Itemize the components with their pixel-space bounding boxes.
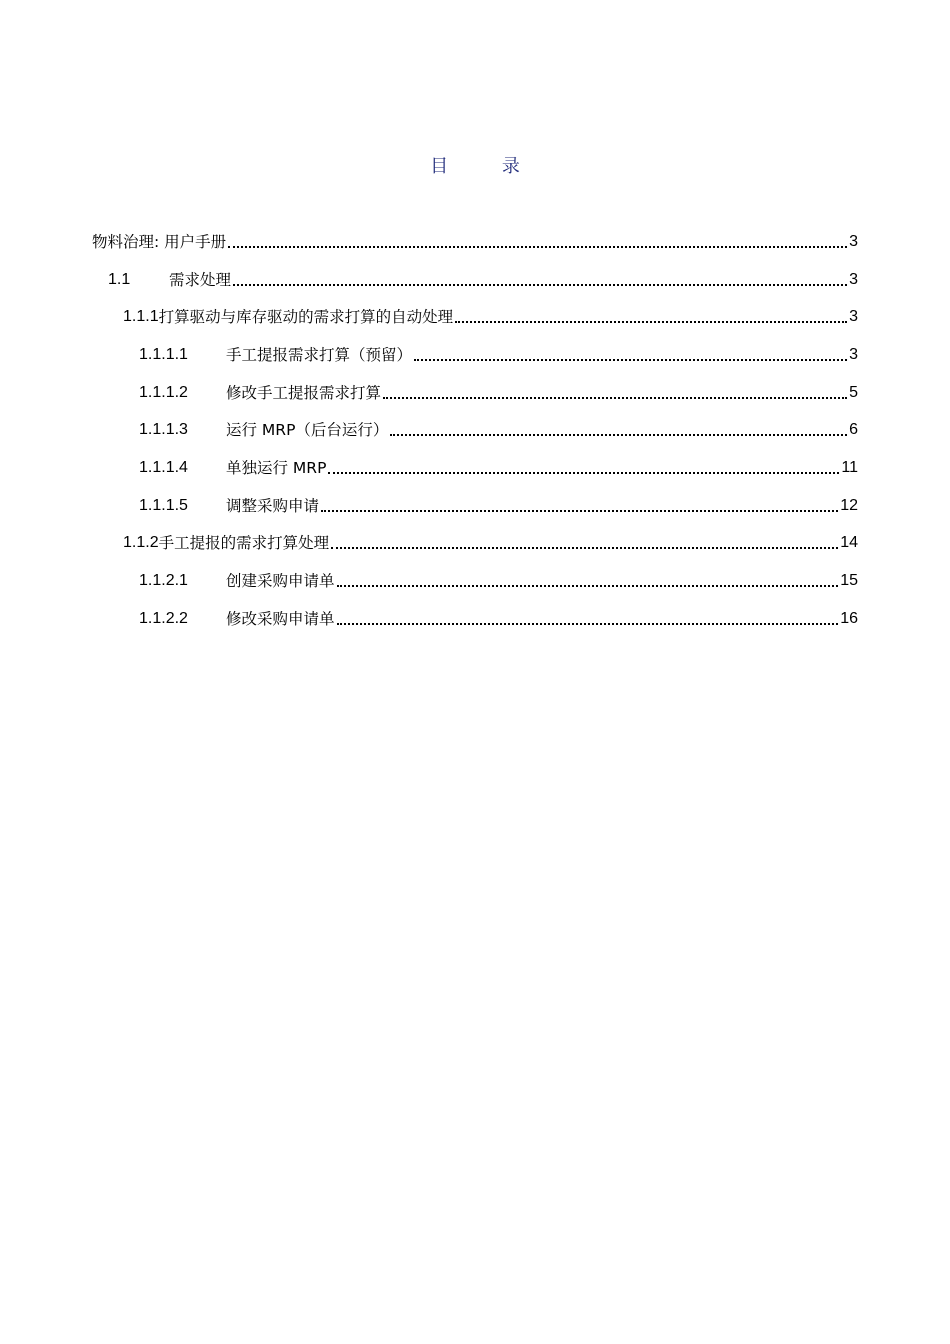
toc-entry-number: 1.1.1 [123, 308, 159, 325]
toc-entry[interactable] [139, 605, 858, 629]
toc-entry-page: 3 [849, 308, 858, 325]
toc-entry[interactable] [139, 567, 858, 591]
toc-title [0, 152, 950, 178]
toc-entry-number: 1.1.1.5 [139, 497, 188, 514]
toc-dot-leader [326, 458, 841, 478]
toc-entry[interactable] [92, 228, 858, 252]
toc-entry-title: 打算驱动与库存驱动的需求打算的自动处理 [158, 308, 454, 326]
toc-dot-leader [329, 533, 840, 553]
toc-entry-page: 3 [849, 233, 858, 250]
toc-entry-title: 需求处理 [169, 271, 232, 289]
toc-entry-page: 6 [849, 421, 858, 438]
toc-entry[interactable] [139, 492, 858, 516]
toc-entry[interactable] [123, 529, 858, 553]
toc-entry-number: 1.1.1.3 [139, 421, 188, 438]
toc-entry-title: 修改采购申请单 [226, 610, 335, 628]
toc-entry-number: 1.1.2.2 [139, 610, 188, 627]
toc-dot-leader [412, 345, 849, 365]
toc-entry-title: 创建采购申请单 [226, 572, 335, 590]
toc-entry[interactable] [139, 379, 858, 403]
toc-entry-page: 15 [840, 572, 858, 589]
toc-entry-title: 手工提报的需求打算处理 [158, 534, 330, 552]
toc-entry-page: 16 [840, 610, 858, 627]
toc-entry-page: 11 [841, 459, 858, 476]
toc-entry-title: 单独运行 MRP [226, 459, 327, 477]
toc-dot-leader [388, 420, 849, 440]
toc-entry-title: 调整采购申请 [226, 497, 320, 515]
toc-dot-leader [231, 270, 849, 290]
toc-dot-leader [226, 232, 849, 252]
toc-dot-leader [453, 307, 849, 327]
toc-entry-number: 1.1.1.1 [139, 346, 188, 363]
toc-entry[interactable] [139, 454, 858, 478]
toc-entry-title: 运行 MRP（后台运行） [226, 421, 389, 439]
toc-title-text: 目 录 [430, 156, 544, 177]
toc-entry-page: 3 [849, 271, 858, 288]
toc-entry[interactable] [108, 266, 858, 290]
toc-entry[interactable] [139, 416, 858, 440]
toc-entry[interactable] [123, 303, 858, 327]
toc-entry-page: 3 [849, 346, 858, 363]
toc-dot-leader [335, 571, 841, 591]
toc-entry-number: 1.1.1.2 [139, 384, 188, 401]
toc-entry-title: 手工提报需求打算（预留） [226, 346, 413, 364]
toc-entry-number: 1.1.1.4 [139, 459, 188, 476]
toc-entry-number: 1.1.2.1 [139, 572, 188, 589]
toc-dot-leader [319, 496, 840, 516]
toc-entry-number: 1.1.2 [123, 534, 159, 551]
toc-dot-leader [381, 383, 849, 403]
toc-entry-page: 12 [840, 497, 858, 514]
toc-entry-page: 14 [840, 534, 858, 551]
toc-entry[interactable] [139, 341, 858, 365]
toc-entry-title: 物料治理: 用户手册 [92, 233, 227, 251]
toc-entry-number: 1.1 [108, 271, 131, 288]
toc-entry-page: 5 [849, 384, 858, 401]
toc-entry-title: 修改手工提报需求打算 [226, 384, 382, 402]
toc-dot-leader [335, 609, 841, 629]
